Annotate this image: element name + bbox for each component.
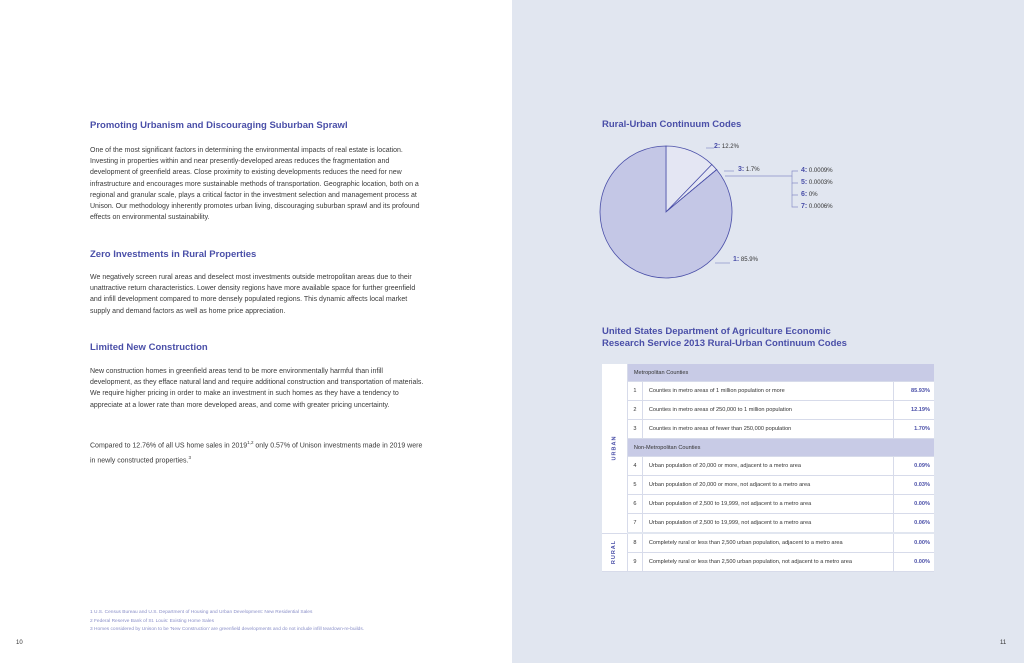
- paragraph-rural: We negatively screen rural areas and deselect most investments outside metropolitan areas due to their unattractive return characteristics. Lower density regions have more available space for further greenfield and infill development compared to more densely populated regions. This dynamic affects local market supply and demand factors as well as home price appreciation.: [90, 274, 416, 315]
- table-row: 4 Urban population of 20,000 or more, adjacent to a metro area 0.09%: [602, 457, 934, 476]
- leader-line-6: [792, 183, 798, 195]
- table-title: [602, 326, 847, 350]
- table-row: 7 Urban population of 2,500 to 19,999, not adjacent to a metro area 0.06%: [602, 514, 934, 534]
- group-label-rural: RURAL: [602, 533, 627, 572]
- footnote-2: 2 Federal Reserve Bank of St. Louis: Existing Home Sales: [90, 618, 214, 624]
- paragraph-urbanism: One of the most significant factors in determining the environmental impacts of real estate is location. Investing in properties within and near presently-developed areas reduces the fragmentation and development of greenfield areas. Close proximity to existing developments reduces the need for new infrastructure and encourages more sustainable methods of transportation. Geographic location, both on a regional and granular scale, plays a critical factor in the investment selection and management process at Unison. Our methodology inherently promotes urban living, discouraging suburban sprawl and its profound effects on environmental sustainability.: [90, 147, 420, 222]
- pie-label-5: 5: 0.0003%: [801, 179, 833, 186]
- table-row-nonmetro-header: [602, 439, 934, 457]
- page-number-right: 11: [1000, 640, 1007, 646]
- table-title-line-2: Research Service 2013 Rural-Urban Continuum Codes: [602, 338, 847, 349]
- nonmetro-header: Non-Metropolitan Counties: [627, 439, 934, 457]
- table-row: 9 Completely rural or less than 2,500 urban population, not adjacent to a metro area 0.00%: [602, 553, 934, 572]
- paragraph-new-construction: New construction homes in greenfield areas tend to be more environmentally harmful than infill development, as they efface natural land and require additional construction and transportation of materials. We require higher pricing in order to make an investment in such homes as they have a tendency to appreciate at a lower rate than more developed areas, and come with greater pricing uncertainty.: [90, 368, 424, 409]
- footnotes: [90, 609, 364, 635]
- metro-header: Metropolitan Counties: [627, 364, 934, 382]
- chart-title: Rural-Urban Continuum Codes: [602, 119, 742, 130]
- table-row: 5 Urban population of 20,000 or more, not adjacent to a metro area 0.03%: [602, 476, 934, 495]
- table-row-metro-header: [602, 364, 934, 382]
- rucc-table: [602, 364, 934, 572]
- table-row: 1 Counties in metro areas of 1 million population or more 85.93%: [602, 382, 934, 401]
- heading-urbanism: Promoting Urbanism and Discouraging Suburban Sprawl: [90, 120, 348, 131]
- heading-new-construction: Limited New Construction: [90, 342, 208, 353]
- pie-label-3: 3: 1.7%: [738, 166, 760, 173]
- page-number-left: 10: [16, 640, 23, 646]
- pie-label-1: 1: 85.9%: [733, 256, 758, 263]
- table-title-line-1: United States Department of Agriculture Economic: [602, 326, 831, 337]
- comparison-text-b: only 0.57% of Unison investments made in 2019 were in newly constructed properties.: [90, 442, 423, 464]
- pie-label-2: 2: 12.2%: [714, 143, 739, 150]
- footnote-1: 1 U.S. Census Bureau and U.S. Department of Housing and Urban Development: New Residential Sales: [90, 610, 313, 615]
- table-row: 2 Counties in metro areas of 250,000 to 1 million population 12.19%: [602, 401, 934, 420]
- pie-label-6: 6: 0%: [801, 191, 818, 198]
- leader-line-5: [792, 176, 798, 183]
- footnote-ref-3[interactable]: 3: [188, 454, 191, 460]
- pie-label-4: 4: 0.0009%: [801, 167, 833, 174]
- leader-line-7: [792, 195, 798, 207]
- footnote-3: 3 Homes considered by Unison to be 'New Construction' are greenfield developments and do not include infill teardown-re-builds.: [90, 627, 365, 633]
- group-label-urban: URBAN: [602, 364, 627, 533]
- pie-label-7: 7: 0.0006%: [801, 203, 833, 210]
- comparison-text-a: Compared to 12.76% of all US home sales in 2019: [90, 442, 248, 450]
- leader-line-4: [725, 171, 798, 176]
- footnote-ref-1-2[interactable]: 1,2: [247, 440, 254, 445]
- table-row: 6 Urban population of 2,500 to 19,999, not adjacent to a metro area 0.00%: [602, 495, 934, 514]
- paragraph-comparison: [90, 437, 425, 466]
- table-row: 3 Counties in metro areas of fewer than 250,000 population 1.70%: [602, 420, 934, 439]
- heading-rural: Zero Investments in Rural Properties: [90, 249, 257, 260]
- table-row: RURAL 8 Completely rural or less than 2,500 urban population, adjacent to a metro area 0.00%: [602, 533, 934, 553]
